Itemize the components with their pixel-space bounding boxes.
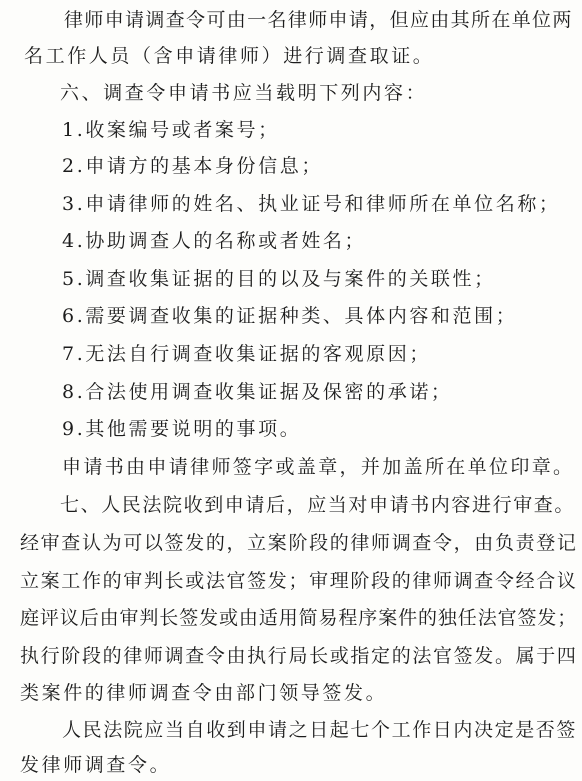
text-line: 经审查认为可以签发的，立案阶段的律师调查令，由负责登记 [20,532,578,554]
text-line: 申请书由申请律师签字或盖章，并加盖所在单位印章。 [62,456,575,478]
section-heading: 六、调查令申请书应当载明下列内容： [60,82,428,104]
text-line: 立案工作的审判长或法官签发；审理阶段的律师调查令经合议 [20,570,578,592]
text-line: 名工作人员（含申请律师）进行调查取证。 [24,45,435,67]
list-item: 3.申请律师的姓名、执业证号和律师所在单位名称； [62,193,561,215]
list-item: 2.申请方的基本身份信息； [62,155,323,177]
text-line: 人民法院应当自收到申请之日起七个工作日内决定是否签 [62,719,578,741]
list-item: 9.其他需要说明的事项。 [62,418,302,440]
list-item: 5.调查收集证据的目的以及与案件的关联性； [62,268,496,290]
text-line: 庭评议后由审判长签发或由适用简易程序案件的独任法官签发； [20,607,578,629]
list-item: 8.合法使用调查收集证据及保密的承诺； [62,381,453,403]
list-item: 4.协助调查人的名称或者姓名； [62,230,367,252]
section-heading: 七、人民法院收到申请后，应当对申请书内容进行审查。 [60,494,576,516]
list-item: 7.无法自行调查收集证据的客观原因； [62,343,431,365]
list-item: 1.收案编号或者案号； [62,119,280,141]
list-item: 6.需要调查收集的证据种类、具体内容和范围； [62,305,518,327]
text-line: 律师申请调查令可由一名律师申请，但应由其所在单位两 [64,9,573,31]
text-line: 类案件的律师调查令由部门领导签发。 [20,682,388,704]
text-line: 发律师调查令。 [20,754,172,776]
text-line: 执行阶段的律师调查令由执行局长或指定的法官签发。属于四 [20,645,578,667]
